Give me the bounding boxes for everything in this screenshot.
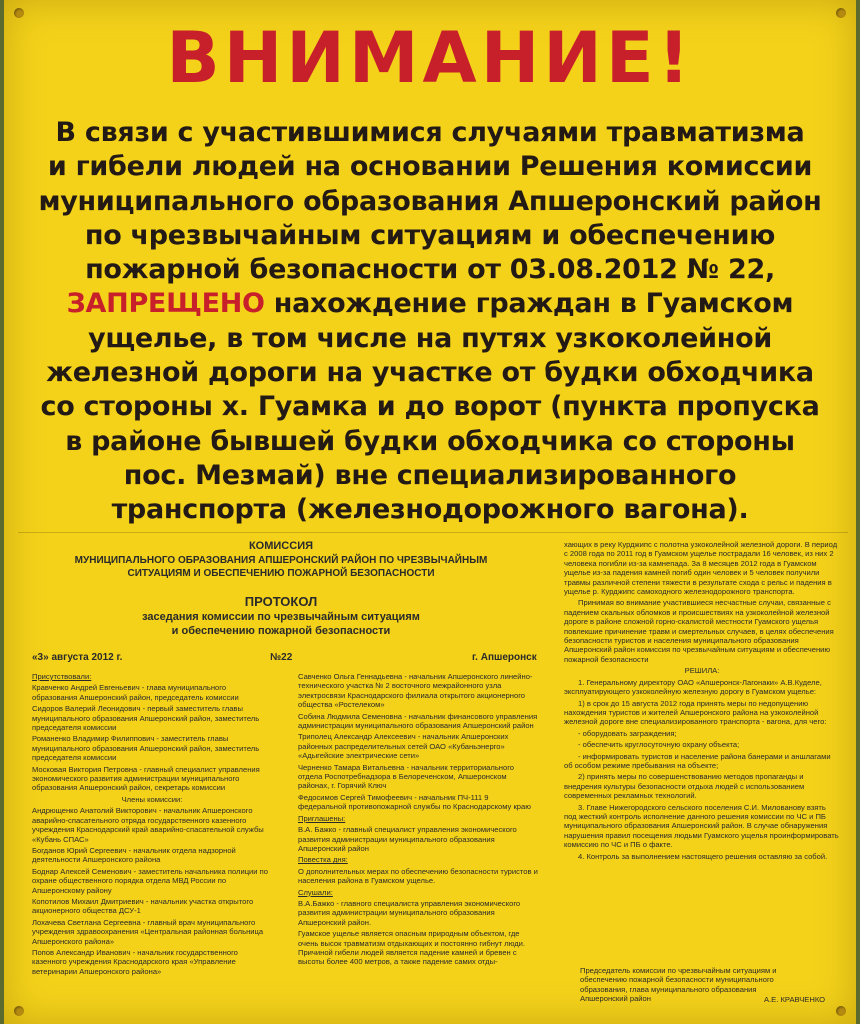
commission-name-line: СИТУАЦИЯМ И ОБЕСПЕЧЕНИЮ ПОЖАРНОЙ БЕЗОПАСНОСТИ — [127, 568, 435, 579]
notice-line: железной дороги на участке от будки обходчика — [46, 357, 814, 389]
signature-role: Председатель комиссии по чрезвычайным ситуациям и обеспечению пожарной безопасности муниципального образования, глава муниципального образования Апшеронский район — [580, 966, 777, 1004]
protocol-paragraph: Сидоров Валерий Леонидович - первый заместитель главы муниципального образования Апшеронский район, заместитель председателя комиссии — [32, 704, 260, 733]
decision-column — [564, 540, 840, 960]
protocol-paragraph: Черненко Тамара Витальевна - начальник территориального отдела Роспотребнадзора в Белореченском, Апшеронском районах, г. Горячий Ключ — [298, 762, 515, 791]
notice-line: по чрезвычайным ситуациям и обеспечению — [84, 219, 776, 251]
meeting-line: заседания комиссии по чрезвычайным ситуациям — [142, 611, 420, 623]
protocol-date: «3» августа 2012 г. — [32, 652, 123, 663]
protocol-paragraph: Собина Людмила Семеновна - начальник финансового управления администрации муниципального образования Апшеронский район — [298, 711, 538, 731]
protocol-paragraph: Попов Александр Иванович - начальник государственного казенного учреждения Краснодарского края «Управление ветеринарии Апшеронского района» — [32, 947, 238, 976]
protocol-paragraph: Романенко Владимир Филиппович - заместитель главы муниципального образования Апшеронский район, заместитель председателя комиссии — [32, 734, 260, 763]
protocol-paragraph: Кравченко Андрей Евгеньевич - глава муниципального образования Апшеронский район, председатель комиссии — [32, 683, 239, 702]
warning-sign-board — [4, 0, 856, 1024]
protocol-number: №22 — [270, 652, 293, 663]
notice-line: со стороны х. Гуамка и до ворот (пункта пропуска — [40, 391, 820, 423]
protocol-paragraph: Повестка дня: — [298, 855, 348, 865]
notice-line: ущелье, в том числе на путях узкоколейной — [88, 322, 772, 354]
protocol-paragraph: 1. Генеральному директору ОАО «Апшеронск-Лагонаки» А.В.Куделе, эксплуатирующего узкоколейную железную дорогу в Гуамском ущелье: — [564, 677, 822, 697]
protocol-paragraph: Лохачева Светлана Сергеевна - главный врач муниципального учреждения здравоохранения «Центральная районная больница Апшеронского района» — [32, 917, 264, 946]
notice-line: в районе бывшей будки обходчика со стороны — [65, 425, 795, 457]
notice-line: и гибели людей на основании Решения комиссии — [47, 151, 813, 183]
protocol-paragraph: - обеспечить круглосуточную охрану объекта; — [578, 740, 740, 750]
notice-line: пожарной безопасности от 03.08.2012 № 22, — [85, 254, 775, 286]
protocol-place: г. Апшеронск — [472, 652, 537, 663]
protocol-paragraph: - оборудовать заграждения; — [578, 728, 677, 738]
protocol-paragraph: РЕШИЛА: — [684, 666, 720, 676]
protocol-paragraph: 2) принять меры по совершенствованию методов пропаганды и внедрения культуры безопасности отдыха людей с использованием современных рекламных технологий. — [564, 772, 805, 801]
protocol-paragraph: Боднар Алексей Семенович - заместитель начальника полиции по охране общественного порядка отдела МВД России по Апшеронскому району — [32, 866, 268, 895]
section-divider — [18, 532, 848, 533]
protocol-paragraph: Приглашены: — [298, 813, 346, 823]
protocol-paragraph: Богданов Юрий Сергеевич - начальник отдела надзорной деятельности Апшеронского района — [32, 845, 236, 865]
attendees-column — [32, 672, 272, 1012]
protocol-paragraph: - информировать туристов и население района банерами и аншлагами об особом режиме пребывания на объекте; — [564, 751, 831, 770]
meeting-line: и обеспечению пожарной безопасности — [171, 625, 391, 637]
protocol-paragraph: В.А. Бажко - главный специалист управления экономического развития администрации муниципального образования Апшеронский район — [298, 825, 517, 853]
rivet-bottom-left — [14, 1006, 24, 1016]
protocol-paragraph: Слушали: — [298, 887, 333, 897]
notice-line: транспорта (железнодорожного вагона). — [111, 494, 749, 526]
protocol-paragraph: Принимая во внимание участившиеся несчастные случаи, связанные с падением скальных обломков и происшествиях на узкоколейной железной дороге в районе сложной горно-скалистой местности Гуамского ущелья повлекшие причинение травм и смертельных случаев, в целях обеспечения безопасности туристов и населения муниципального образования Апшеронский район комиссия по чрезвычайным ситуациям и обеспечению пожарной безопасности — [564, 598, 834, 664]
notice-line: пос. Мезмай) вне специализированного — [123, 459, 737, 491]
protocol-paragraph: хающих в реку Курджипс с полотна узкоколейной железной дороги. В период с 2008 года по 2011 год в Гуамском ущелье пострадали 16 человек, из них 2 человека погибли из-за камнепада. За 8 месяцев 2012 года в Гуамском ущелье из-за падения камней погиб один человек и 5 человек получили травмы различной степени тяжести в результате схода с рельс и падения в ущелье р. Курджипс самоходного железнодорожного транспорта. — [564, 540, 838, 597]
protocol-paragraph: Андрющенко Анатолий Викторович - начальник Апшеронского аварийно-спасательного отряда государственного казенного учреждения Краснодарский край аварийно-спасательной службы «Кубань СПАС» — [32, 806, 264, 844]
protocol-title: ПРОТОКОЛ — [244, 594, 318, 609]
warning-title: ВНИМАНИЕ! — [166, 17, 694, 99]
protocol-paragraph: Триполец Александр Алексеевич - начальник Апшеронских районных распределительных сетей ОАО «Кубаньэнерго» «Адыгейские электрические сети» — [298, 732, 509, 761]
notice-line: В связи с участившимися случаями травматизма — [55, 117, 805, 148]
agenda-column — [298, 672, 538, 1012]
protocol-paragraph: Гуамское ущелье является опасным природным объектом, где очень высок травматизм отдыхающих и постоянно гибнут люди. Причиной гибели людей является падение камней и бревен с высоты более 400 метров, а также падение самих отды- — [298, 929, 526, 967]
signature-name: А.Е. КРАВЧЕНКО — [764, 995, 826, 1004]
notice-line: муниципального образования Апшеронский район — [38, 185, 822, 217]
protocol-paragraph: О дополнительных мерах по обеспечению безопасности туристов и населения района в Гуамском ущелье. — [298, 866, 538, 886]
protocol-paragraph: 1) в срок до 15 августа 2012 года принять меры по недопущению нахождения туристов и жителей Апшеронского района на узкоколейной железной дороге вне специализированного транспорта - вагона, для чего: — [564, 698, 827, 727]
protocol-paragraph: Савченко Ольга Геннадьевна - начальник Апшеронского линейно-технического участка № 2 восточного межрайонного узла электросвязи Краснодарского филиала открытого акционерного общества «Ростелеком» — [298, 672, 533, 710]
protocol-paragraph: Копотилов Михаил Дмитриевич - начальник участка открытого акционерного общества ДСУ-1 — [32, 896, 254, 916]
commission-title: КОМИССИЯ — [248, 540, 314, 552]
protocol-paragraph: Федосимов Сергей Тимофеевич - начальник ПЧ-111 9 федеральной противопожарной службы по Краснодарскому краю — [298, 792, 531, 812]
main-notice — [10, 116, 850, 528]
protocol-paragraph: 3. Главе Нижегородского сельского поселения С.И. Милованову взять под жесткий контроль исполнение данного решения комиссии по ЧС и ПБ муниципального образования Апшеронский район. В случае обнаружения нарушения правил посещения людьми Гуамского ущелья проинформировать комиссию по ЧС и ПБ о факте. — [564, 802, 839, 850]
forbidden-word: ЗАПРЕЩЕНО — [66, 288, 265, 320]
protocol-paragraph: Присутствовали: — [32, 672, 92, 681]
protocol-paragraph: 4. Контроль за выполнением настоящего решения оставляю за собой. — [578, 851, 828, 861]
rivet-bottom-right — [836, 1006, 846, 1016]
protocol-paragraph: Члены комиссии: — [121, 794, 183, 804]
commission-name-line: МУНИЦИПАЛЬНОГО ОБРАЗОВАНИЯ АПШЕРОНСКИЙ РАЙОН ПО ЧРЕЗВЫЧАЙНЫМ — [74, 555, 488, 566]
protocol-paragraph: Московая Виктория Петровна - главный специалист управления экономического развития администрации муниципального образования Апшеронский район, секретарь комиссии — [32, 764, 260, 793]
notice-line — [10, 287, 850, 321]
notice-line-rest: нахождение граждан в Гуамском — [264, 288, 794, 320]
protocol-paragraph: В.А.Бажко - главного специалиста управления экономического развития администрации муниципального образования Апшеронский район. — [298, 898, 521, 927]
